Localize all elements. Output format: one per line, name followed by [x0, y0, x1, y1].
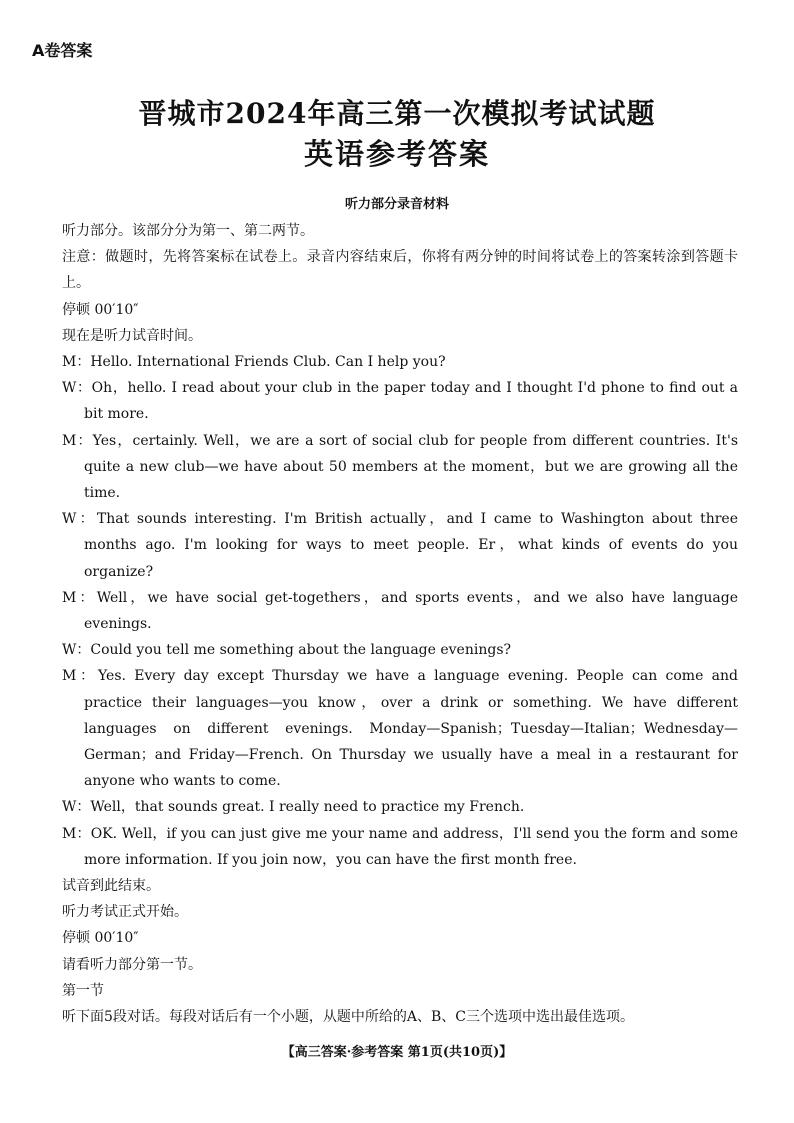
dialogue-line: M：Well，we have social get-togethers，and sports events，and we also have language evenings. [62, 589, 738, 633]
closing-line: 试音到此结束。 [62, 878, 160, 895]
paper-version-label: A卷答案 [32, 41, 93, 60]
pause-line: 停顿 00′10″ [62, 930, 139, 947]
instruction-line: 注意：做题时，先将答案标在试卷上。录音内容结束后，你将有两分钟的时间将试卷上的答案转涂到答题卡上。 [62, 249, 738, 292]
test-audio-line: 现在是听力试音时间。 [62, 327, 202, 344]
dialogue-line: M：OK. Well，if you can just give me your name and address，I'll send you the form and some more information. If you join now，you can have the first month free. [62, 825, 738, 868]
pause-line: 停顿 00′10″ [62, 301, 139, 318]
section-label: 第一节 [62, 982, 104, 999]
dialogue-line: W：Could you tell me something about the language evenings? [62, 642, 512, 659]
dialogue-line: M：Hello. International Friends Club. Can I help you? [62, 354, 446, 371]
closing-line: 请看听力部分第一节。 [62, 956, 202, 973]
closing-line: 听力考试正式开始。 [62, 904, 188, 921]
answer-key-title: 英语参考答案 [303, 137, 490, 171]
exam-title: 晋城市2024年高三第一次模拟考试试题 [138, 97, 656, 130]
dialogue-line: W：Oh，hello. I read about your club in the paper today and I thought I'd phone to find out a bit more. [62, 380, 738, 423]
section-instruction: 听下面5段对话。每段对话后有一个小题，从题中所给的A、B、C三个选项中选出最佳选项。 [62, 1009, 635, 1026]
dialogue-line: W：That sounds interesting. I'm British actually，and I came to Washington about three months ago. I'm looking for ways to meet people. Er，what kinds of events do you organize? [62, 511, 738, 580]
section-heading: 听力部分录音材料 [344, 197, 449, 212]
document-body [62, 218, 738, 1030]
intro-line: 听力部分。该部分分为第一、第二两节。 [62, 223, 314, 239]
page-footer: 【高三答案·参考答案 第1页(共10页)】 [281, 1045, 513, 1060]
dialogue-line: M：Yes，certainly. Well，we are a sort of social club for people from different countries. It's quite a new club—we have about 50 members at the moment，but we are growing all the time. [62, 432, 738, 502]
dialogue-line: M：Yes. Every day except Thursday we have a language evening. People can come and practice their languages—you know，over a drink or something. We have different languages on different evenings. Monday—Spanish；Tuesday—Italian；Wednesday—German；and Friday—French. On Thursday we usually have a meal in a restaurant for anyone who wants to come. [62, 668, 738, 790]
dialogue-line: W：Well，that sounds great. I really need to practice my French. [62, 799, 525, 816]
